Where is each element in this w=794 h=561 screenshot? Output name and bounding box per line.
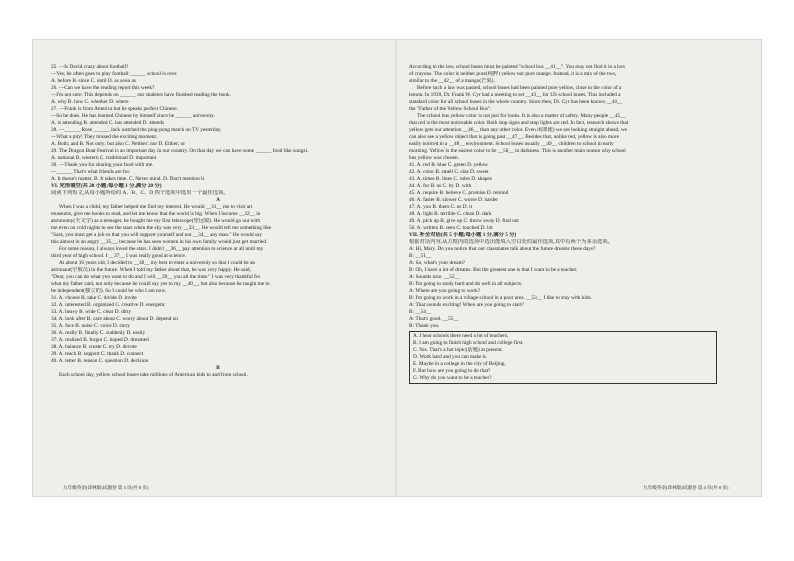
left-column-line: 34. A. look after B. care about C. worry about D. depend on xyxy=(51,316,178,322)
left-column-line: 26. —Can we have the reading report this week? xyxy=(51,85,155,91)
left-column-line: me even on cold nights to see the stars when the sky was very __33__. He would tell me something like xyxy=(51,225,272,231)
left-column-line: VI. 完形填空(共 20 小题;每小题 1 分,满分 20 分) xyxy=(51,183,162,189)
right-column-line: 42. A. color B. smell C. size D. sweet xyxy=(409,169,489,175)
left-column-line: B xyxy=(216,365,220,371)
box-option: C. Yes. That's a hot topic(话题) at present. xyxy=(413,347,503,353)
left-column-line: 38. A. balance B. create C. try D. devote xyxy=(51,344,137,350)
left-column-line: Each school day, yellow school buses take millions of American kids to and from school. xyxy=(59,372,248,378)
left-column-line: 40. A. letter B. reason C. question D. decision xyxy=(51,358,149,364)
right-column-line: bus yellow was chosen. xyxy=(409,155,460,161)
right-column-line: yellow gets our attention __46__ than any other color. Even if(即使) we are looking straight ahead, we xyxy=(409,127,627,133)
left-column-line: For some reason, I always loved the stars. I didn't __36__ pay attention to science at all until my xyxy=(59,246,264,252)
left-column-line: 30. —Thank you for sharing your food with me. xyxy=(51,162,154,168)
right-column-line: that red is the most noticeable color. Both stop signs and stop lights are red. In fact, research shows that xyxy=(409,120,629,126)
left-column-line: When I was a child, my father helped me find my interest. He would __31__ me to visit art xyxy=(59,204,253,210)
right-column-line: A: That's good. __55__ xyxy=(409,316,459,322)
right-column-line: 44. A. for B. as C. by D. with xyxy=(409,183,472,189)
right-column-line: 48. A. light B. terrible C. clean D. dark xyxy=(409,211,492,217)
right-column-line: the "Father of the Yellow School Bus". xyxy=(409,106,492,112)
right-column-line: B: I'm going to study hard and do well in all subjects. xyxy=(409,281,523,287)
right-column-line: similar to the __42__ of a mango(芒果). xyxy=(409,78,495,84)
left-column-line: 28. —______ Rose ______ Jack watched the ping-pong match on TV yesterday. xyxy=(51,127,222,133)
left-column-line: A. Both; and B. Not only; but also C. Neither; nor D. Either; or xyxy=(51,141,186,147)
right-column-line: lemon. In 1939, Dr. Frank W. Cyr had a meeting to set __43__ for US school buses. This included a xyxy=(409,92,621,98)
left-column-line: A xyxy=(216,197,220,203)
right-column-line: A: Where are you going to work? xyxy=(409,288,481,294)
right-column-line: A: Sounds nice. __52__ xyxy=(409,274,460,280)
left-column-line: A. is attending B. attended C. has attended D. attends xyxy=(51,120,165,126)
options-box xyxy=(409,331,717,384)
right-column-line: B: __51__ xyxy=(409,253,432,259)
right-column-line: easily noticed in a __48__ environment. School buses usually __49__ children to school in early xyxy=(409,141,614,147)
left-column-line: "Sara, you must get a job so that you will support yourself and not __34__ any man." He would say xyxy=(51,232,263,238)
box-option: E. Maybe in a college in the city of Beijing. xyxy=(413,361,506,367)
left-column-line: be independent(独立的). So I could be who I am now. xyxy=(51,288,167,294)
exam-sheet xyxy=(33,40,761,496)
footer-left: 九年级英语(译林版)试题卷 第 3 页(共 8 页) xyxy=(63,485,149,490)
right-column-line: of crayons. The color is neither pure(纯粹) yellow nor pure orange. Instead, it is a mix of the two, xyxy=(409,71,617,77)
right-column-line: A: That sounds exciting! When are you going to start? xyxy=(409,302,524,308)
left-column-line: 阅读下列短文,从每小题所给的 A、B、C、D 四个选项中选出一个最佳选项。 xyxy=(51,190,229,196)
right-column-line: Before such a law was passed, school buses had been painted pure yellow, close to the color of a xyxy=(417,85,622,91)
right-column-line: The school bus yellow color is not just for looks. It is also a matter of safety. Many people __45__ xyxy=(417,113,626,119)
right-column-line: 49. A. pick up B. give up C. throw away D. find out xyxy=(409,218,519,224)
box-option: F. But how are you going to do that? xyxy=(413,368,491,374)
left-page xyxy=(51,64,385,379)
right-column-line: B: __54__ xyxy=(409,309,432,315)
left-column-line: A. before B. since C. until D. as soon as xyxy=(51,78,136,84)
right-column-line: 47. A. you B. them C. us D. it xyxy=(409,204,473,210)
left-column-line: A. why B. how C. whether D. where xyxy=(51,99,129,105)
left-column-line: "Dear, you can do what you want to do and I will __39__ you all the time." I was very thankful for xyxy=(51,274,261,280)
left-column-line: this almost in an angry __35__, because he has seen women in his own family would just get married. xyxy=(51,239,268,245)
right-column-line: B: Thank you. xyxy=(409,323,440,329)
left-column-line: 27. —Frank is from America but he speaks perfect Chinese. xyxy=(51,106,178,112)
left-column-line: At about 16 years old, I decided to __38__ my best to enter a university so that I could be an xyxy=(59,260,256,266)
left-column-line: what my father said, not only because he could say yes to my __40__, but also because he taught me to xyxy=(51,281,270,287)
left-column-line: 31. A. choose B. take C. divide D. invite xyxy=(51,295,137,301)
left-column-line: A. It doesn't matter. B. It takes time. C. Never mind. D. Don't mention it. xyxy=(51,176,206,182)
right-column-line: 45. A. require B. believe C. promise D. remind xyxy=(409,190,509,196)
box-option: A. I hear schools there need a lot of teachers. xyxy=(413,333,509,339)
box-option: G. Why do you want to be a teacher? xyxy=(413,375,492,381)
left-column-line: 39. A. teach B. support C. thank D. connect xyxy=(51,351,144,357)
left-column-line: —So he does. He has learned Chinese by himself since he ______ university. xyxy=(51,113,215,119)
left-column-line: 36. A. really B. finally C. suddenly D. easily xyxy=(51,330,146,336)
right-column-line: B: I'm going to work in a village school in a poor area. __53__ I like to stay with kids. xyxy=(409,295,592,301)
left-column-line: A. national B. western C. traditional D. important xyxy=(51,155,157,161)
left-column-line: 35. A. face B. noise C. voice D. story xyxy=(51,323,130,329)
left-column-line: —I'm not sure. This depends on ______ our students have finished reading the book. xyxy=(51,92,231,98)
right-column-line: According to the law, school buses must be painted "school bus __41__". You may not find it in a box xyxy=(409,64,626,70)
right-column-line: 50. A. written B. seen C. touched D. hit xyxy=(409,225,493,231)
right-page xyxy=(409,64,745,384)
right-column-line: 41. A. red B. blue C. green D. yellow xyxy=(409,162,488,168)
right-column-line: 43. A. times B. lines C. rules D. shapes xyxy=(409,176,492,182)
left-column-line: museums, give me books to read, and let me know that the world is big. When I became __32__ in xyxy=(51,211,261,217)
right-column-line: 根据对话内容,从方框内的选项中选出能填入空白处的最佳选项,其中有两个为多余选项。 xyxy=(409,239,613,245)
left-column-line: 25. —Is David crazy about football? xyxy=(51,64,129,70)
box-option: B. I am going to finish high school and college first. xyxy=(413,340,524,346)
left-column-line: 29. The Dragon Boat Festival is an important day in our country. On that day we can have some ______ food like zongzi. xyxy=(51,148,309,154)
page-fold xyxy=(395,40,398,496)
left-column-line: 37. A. realized B. forgot C. hoped D. dreamed xyxy=(51,337,149,343)
left-column-line: —What a pity! They missed the exciting moment. xyxy=(51,134,158,140)
right-column-line: standard color for all school buses in the whole country. Since then, Dr. Cyr has been known __44__ xyxy=(409,99,623,105)
footer-right: 九年级英语(译林版)试题卷 第 4 页(共 8 页) xyxy=(643,485,729,490)
right-column-line: A: So, what's your dream? xyxy=(409,260,466,266)
left-column-line: third year of high school. I __37__ I was really good at science. xyxy=(51,253,187,259)
box-option: D. Work hard and you can make it. xyxy=(413,354,488,360)
left-column-line: 33. A. heavy B. wide C. clear D. dirty xyxy=(51,309,132,315)
left-column-line: —______ That's what friends are for. xyxy=(51,169,131,175)
right-column-line: morning. Yellow is the easiest color to be __50__ in darkness. This is another main reason why school xyxy=(409,148,626,154)
right-column-line: VII. 补全对话(共 5 小题;每小题 1 分,满分 5 分) xyxy=(409,232,517,238)
left-column-line: 32. A. interested B. organized C. creative D. energetic xyxy=(51,302,166,308)
left-column-line: —Yes, he often goes to play football ______ school is over. xyxy=(51,71,178,77)
right-column-line: can also see a yellow object that is going past __47__. Besides that, unlike red, yellow is also more xyxy=(409,134,619,140)
right-column-line: A: Hi, Mary. Do you notice that our classmates talk about the future dreams these days? xyxy=(409,246,596,252)
left-column-line: astronaut(宇航员) in the future. When I told my father about that, he was very happy. He said, xyxy=(51,267,251,273)
right-column-line: B: Oh, I have a lot of dreams. But the greatest one is that I want to be a teacher. xyxy=(409,267,578,273)
right-column-line: 46. A. faster B. slower C. worse D. harder xyxy=(409,197,498,203)
left-column-line: astronomy(天文学) as a teenager, he bought me my first telescope(望远镜). He would go out with xyxy=(51,218,260,224)
